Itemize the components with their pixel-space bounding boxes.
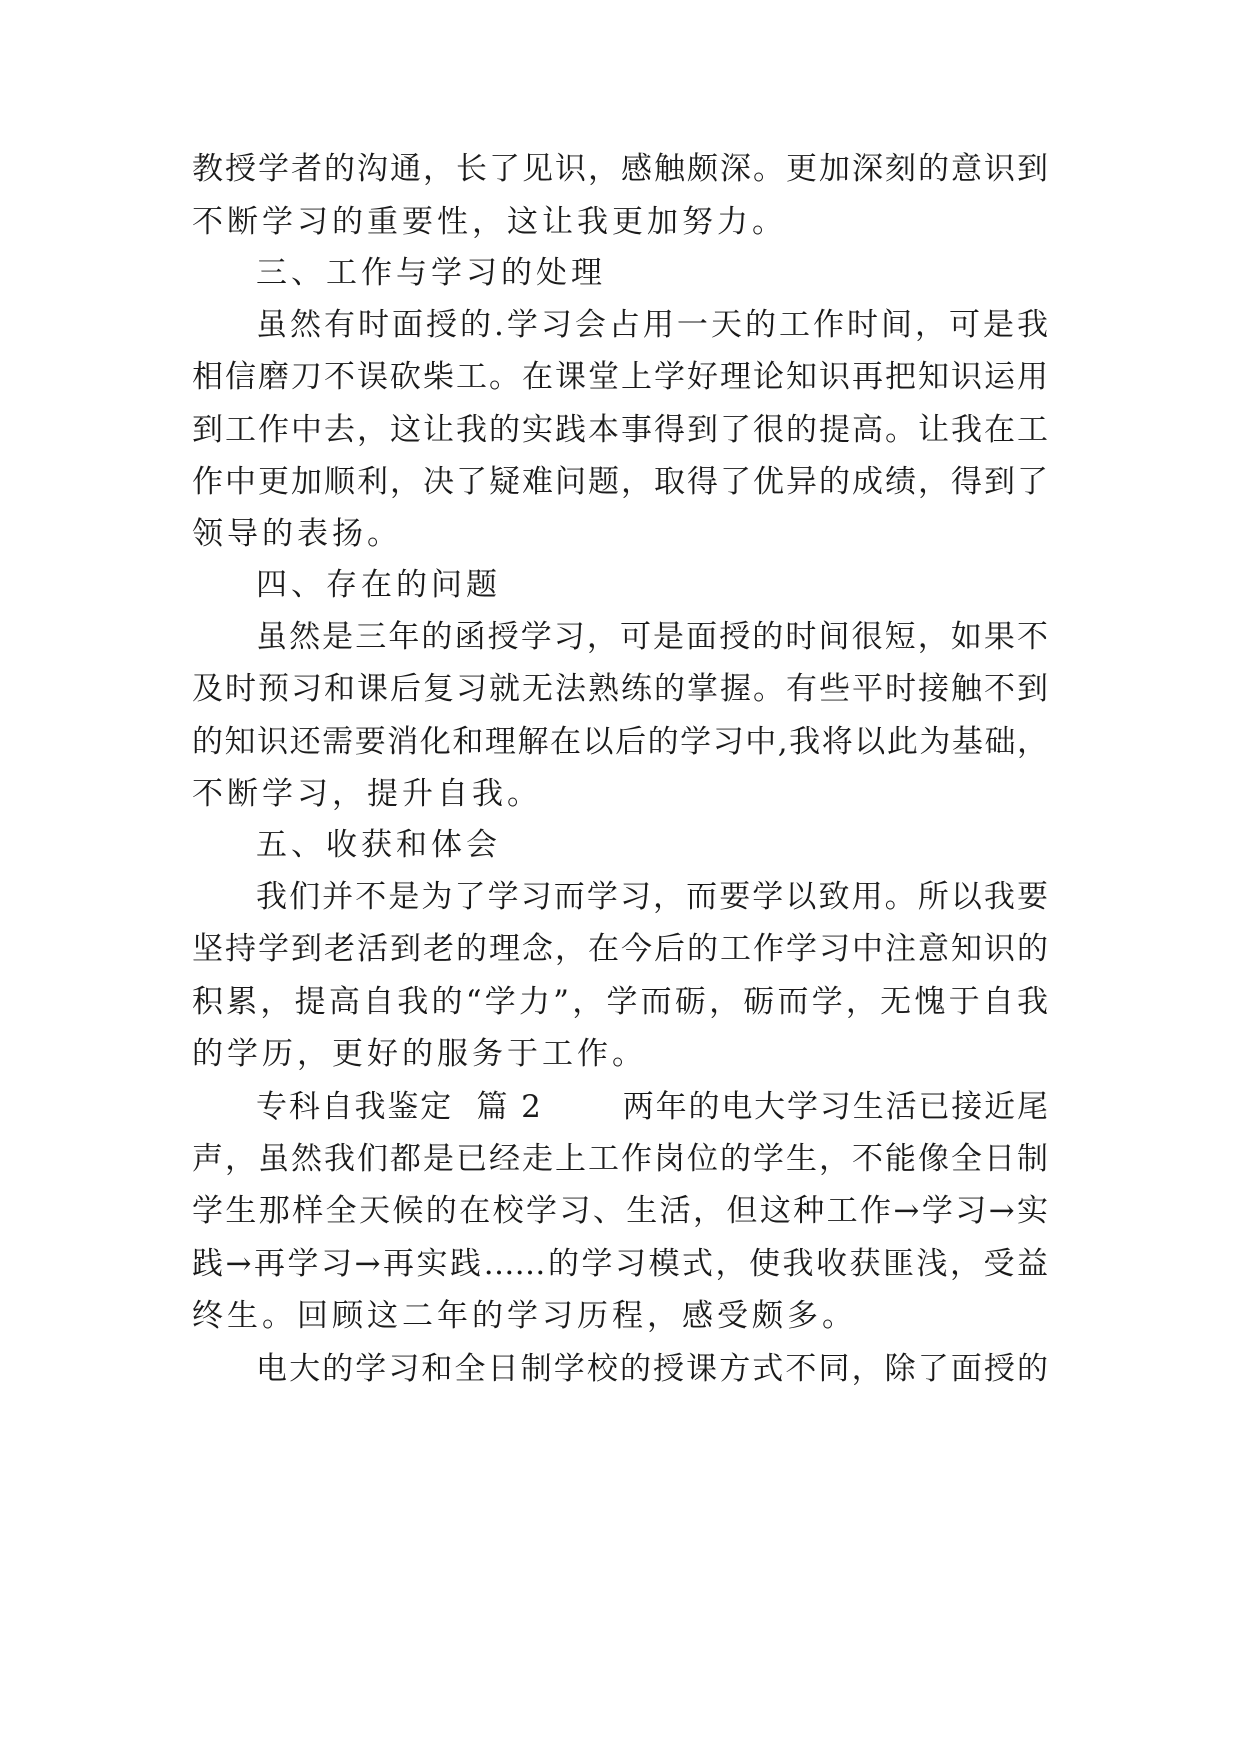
paragraph-line: 学生那样全天候的在校学习、生活，但这种工作→学习→实	[192, 1193, 1048, 1229]
section-heading: 五、收获和体会	[256, 827, 501, 863]
paragraph-line: 我们并不是为了学习而学习，而要学以致用。所以我要	[256, 879, 1048, 915]
paragraph-line: 到工作中去，这让我的实践本事得到了很的提高。让我在工	[192, 412, 1048, 448]
paragraph-line: 领导的表扬。	[192, 516, 402, 552]
paragraph-line: 践→再学习→再实践……的学习模式，使我收获匪浅，受益	[192, 1246, 1048, 1282]
paragraph-line: 虽然有时面授的.学习会占用一天的工作时间，可是我	[256, 307, 1048, 343]
paragraph-line: 的知识还需要消化和理解在以后的学习中,我将以此为基础，	[192, 724, 1048, 760]
paragraph-line: 作中更加顺利，决了疑难问题，取得了优异的成绩，得到了	[192, 464, 1048, 500]
paragraph-line: 教授学者的沟通，长了见识，感触颇深。更加深刻的意识到	[192, 151, 1048, 187]
paragraph-line: 及时预习和课后复习就无法熟练的掌握。有些平时接触不到	[192, 671, 1048, 707]
paragraph-line: 的学历，更好的服务于工作。	[192, 1036, 647, 1072]
paragraph-line: 电大的学习和全日制学校的授课方式不同，除了面授的	[256, 1351, 1048, 1387]
paragraph-line: 积累，提高自我的“学力”，学而砺，砺而学，无愧于自我	[192, 984, 1048, 1020]
paragraph-line: 不断学习的重要性，这让我更加努力。	[192, 204, 787, 240]
section-heading: 三、工作与学习的处理	[256, 255, 606, 291]
paragraph-line: 不断学习，提升自我。	[192, 776, 542, 812]
paragraph-line: 声，虽然我们都是已经走上工作岗位的学生，不能像全日制	[192, 1141, 1048, 1177]
paragraph-line: 终生。回顾这二年的学习历程，感受颇多。	[192, 1298, 857, 1334]
section-heading-with-paragraph: 专科自我鉴定 篇 2 两年的电大学习生活已接近尾	[256, 1089, 1048, 1125]
section-heading: 四、存在的问题	[256, 567, 501, 603]
paragraph-line: 虽然是三年的函授学习，可是面授的时间很短，如果不	[256, 619, 1048, 655]
paragraph-line: 相信磨刀不误砍柴工。在课堂上学好理论知识再把知识运用	[192, 359, 1048, 395]
paragraph-line: 坚持学到老活到老的理念，在今后的工作学习中注意知识的	[192, 931, 1048, 967]
